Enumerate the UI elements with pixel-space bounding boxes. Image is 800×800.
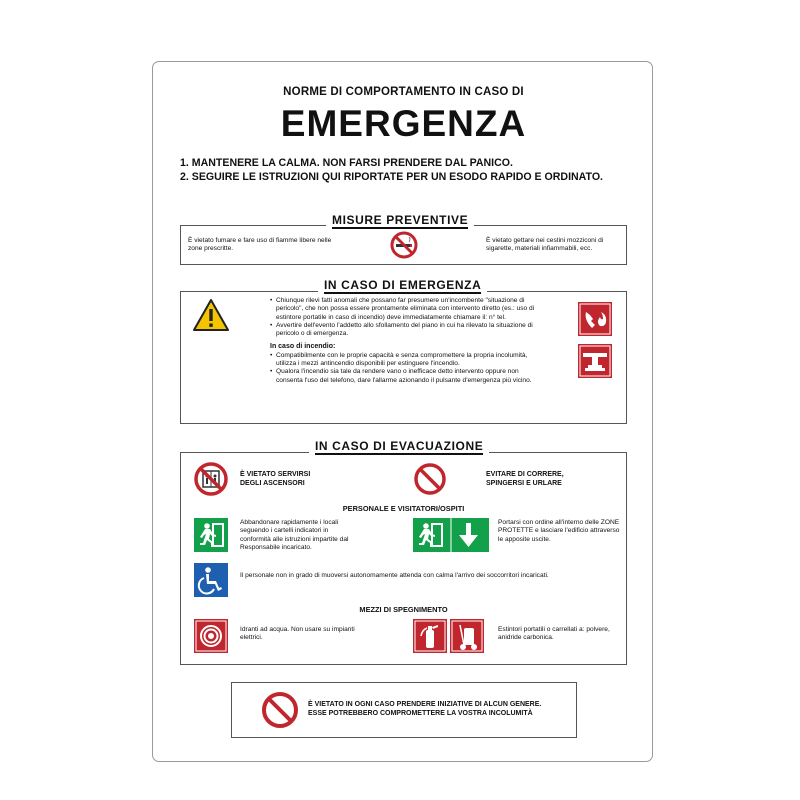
no-smoking-icon: [389, 230, 419, 260]
fire-alarm-button-icon: [578, 344, 612, 378]
no-running-text: EVITARE DI CORRERE, SPINGERSI E URLARE: [486, 471, 564, 487]
no-elevator-text: È VIETATO SERVIRSI DEGLI ASCENSORI: [240, 471, 311, 487]
sign-subtitle: NORME DI COMPORTAMENTO IN CASO DI: [283, 86, 524, 98]
emergency-instructions: [270, 297, 540, 385]
hydrants-text: Idranti ad acqua. Non usare su impianti elettrici.: [240, 626, 355, 642]
preventive-left-text: È vietato fumare e fare uso di fiamme libere nelle zone prescritte.: [188, 237, 332, 253]
intro-line-1: 1. MANTENERE LA CALMA. NON FARSI PRENDERE DAL PANICO.: [180, 157, 513, 169]
emergency-sign: [152, 61, 653, 762]
fire-bullet-2: • Qualora l'incendio sia tale da rendere vano o inefficace detto intervento oppure non consenta l'uso del telefono, dare l'allarme azionando il pulsante d'emergenza più vicino.: [270, 368, 540, 385]
wheeled-extinguisher-icon: [450, 619, 484, 653]
fire-phone-icon: [578, 302, 612, 336]
fire-hydrant-icon: [194, 619, 228, 653]
intro-instructions: [180, 156, 603, 184]
preventive-title: MISURE PREVENTIVE: [326, 213, 474, 227]
emergency-exit-left-icon: [194, 518, 228, 552]
no-running-icon: [413, 462, 447, 496]
emergency-exit-down-icon: [413, 518, 489, 552]
fire-heading: In caso di incendio:: [270, 343, 336, 351]
emergency-title: IN CASO DI EMERGENZA: [318, 278, 487, 292]
staff-heading: PERSONALE E VISITATORI/OSPITI: [342, 504, 465, 513]
no-elevator-icon: [193, 461, 229, 497]
evacuation-title: IN CASO DI EVACUAZIONE: [309, 439, 489, 453]
wheelchair-icon: [194, 563, 228, 597]
footer-line-1: È VIETATO IN OGNI CASO PRENDERE INIZIATIVE DI ALCUN GENERE.: [308, 701, 542, 708]
emergency-bullet-1: • Chiunque rilevi fatti anomali che possano far presumere un'incombente "situazione di pericolo", che non possa essere prontamente eliminata con intervento diretto (es.: uso di estintore portatile in caso di incendio) deve immediatamente chiamare il: n° tel.: [270, 297, 540, 322]
prohibition-icon: [260, 690, 300, 730]
sign-title: EMERGENZA: [280, 103, 527, 144]
footer-line-2: ESSE POTREBBERO COMPROMETTERE LA VOSTRA INCOLUMITÀ: [308, 710, 533, 717]
disabled-text: Il personale non in grado di muoversi autonomamente attenda con calma l'arrivo dei soccorritori incaricati.: [240, 572, 549, 579]
means-heading: MEZZI DI SPEGNIMENTO: [359, 605, 448, 614]
preventive-right-text: È vietato gettare nei cestini mozziconi di sigarette, materiali infiammabili, ecc.: [486, 237, 604, 253]
fire-extinguisher-icon: [413, 619, 447, 653]
fire-bullet-1: • Compatibilmente con le proprie capacità e senza compromettere la propria incolumità, utilizza i mezzi antincendio disponibili per estinguere l'incendio.: [270, 352, 540, 369]
warning-icon: [192, 298, 230, 332]
exit-right-text: Portarsi con ordine all'interno delle ZONE PROTETTE e lasciare l'edificio attraverso le apposite uscite.: [498, 519, 620, 543]
footer-text: [308, 700, 558, 718]
emergency-bullet-2: • Avvertire dell'evento l'addetto allo sfollamento del piano in cui ha rilevato la situazione di pericolo o di emergenza.: [270, 322, 540, 339]
extinguishers-text: Estintori portatili o carrellati a: polvere, anidride carbonica.: [498, 626, 610, 642]
intro-line-2: 2. SEGUIRE LE ISTRUZIONI QUI RIPORTATE PER UN ESODO RAPIDO E ORDINATO.: [180, 171, 604, 183]
exit-left-text: Abbandonare rapidamente i locali seguendo i cartelli indicatori in conformità alle istruzioni impartite dal Responsabile incaricato.: [240, 519, 349, 551]
